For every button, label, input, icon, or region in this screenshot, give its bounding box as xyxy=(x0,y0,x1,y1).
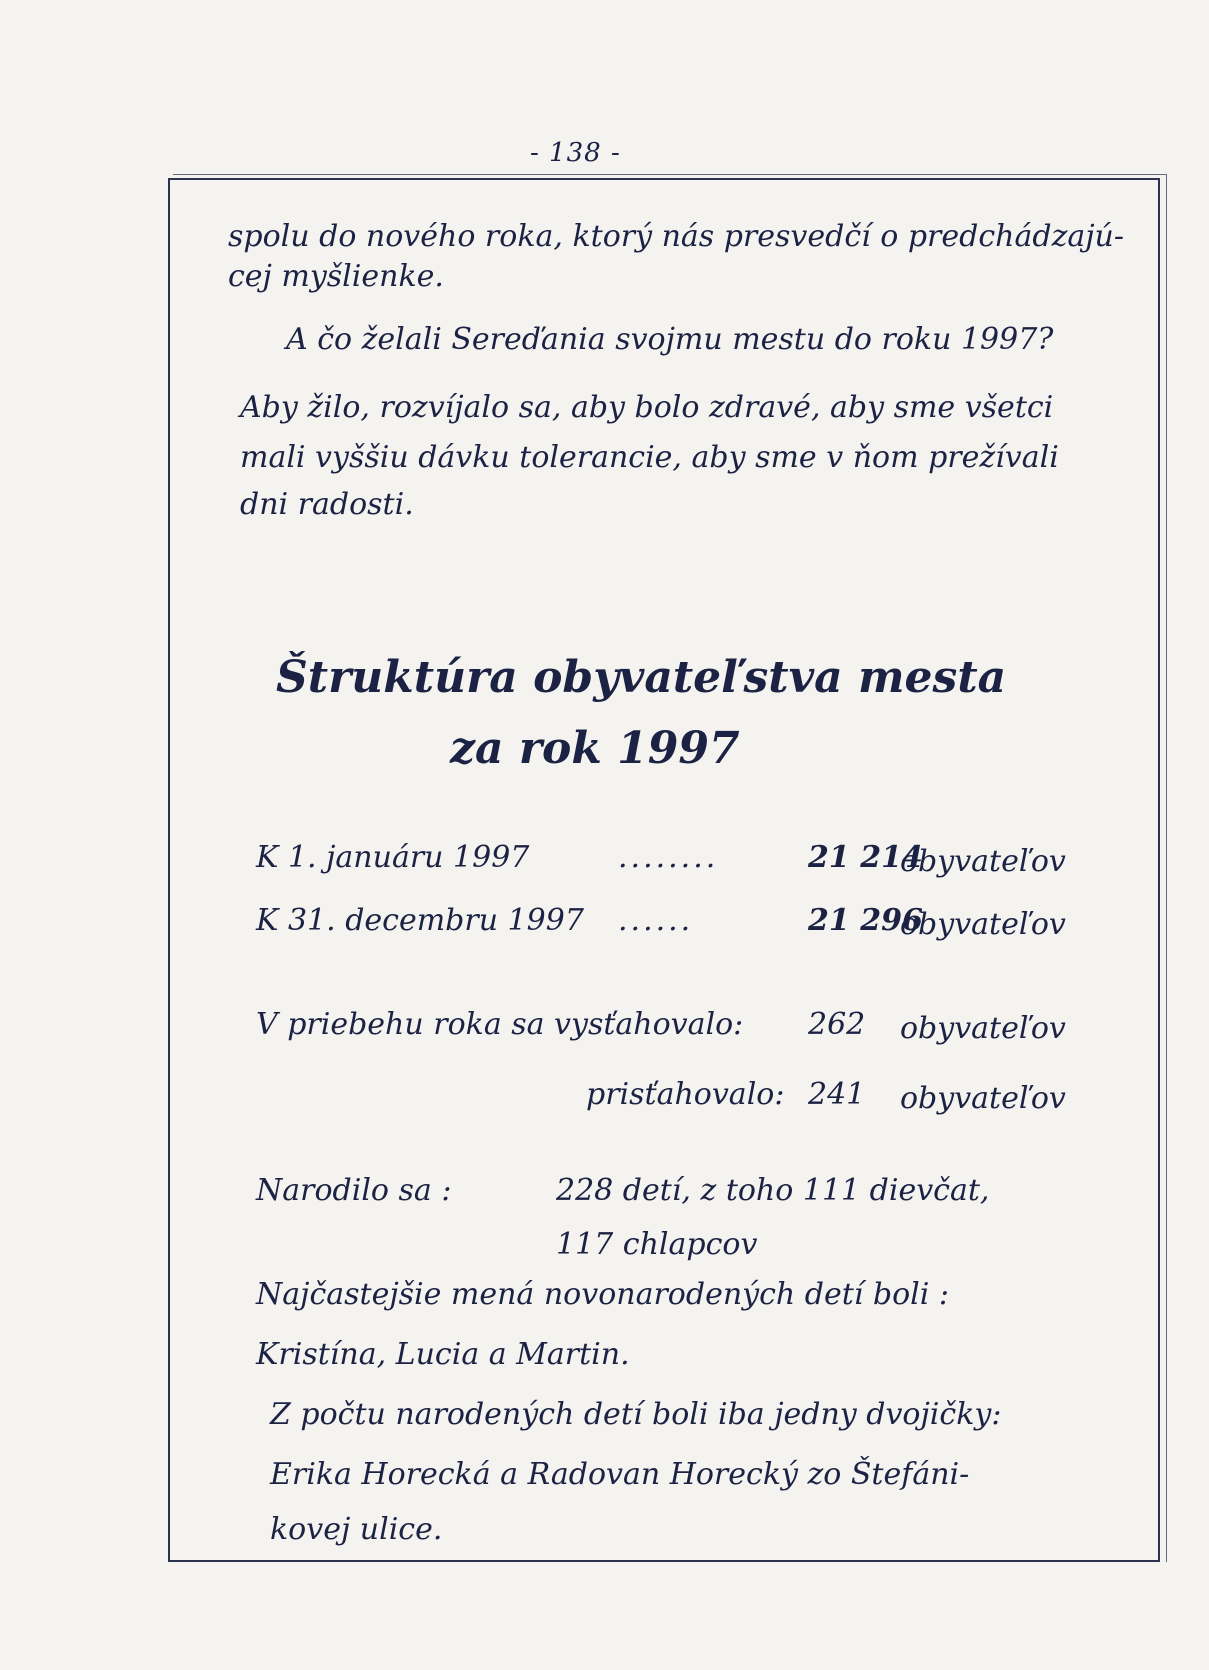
births-text-2: 117 chlapcov xyxy=(556,1227,758,1262)
page-number: - 138 - xyxy=(530,138,621,168)
stat-jan-label: K 1. januáru 1997 xyxy=(256,840,530,875)
intro-line-2: cej myšlienke. xyxy=(228,259,444,294)
births-text-1: 228 detí, z toho 111 dievčat, xyxy=(556,1173,990,1208)
intro-line-6: dni radosti. xyxy=(240,487,414,522)
stat-jan-value: 21 214 xyxy=(808,840,923,875)
births-twins-intro: Z počtu narodených detí boli iba jedny dvojičky: xyxy=(270,1397,1002,1432)
births-names-intro: Najčastejšie mená novonarodených detí boli : xyxy=(256,1277,949,1312)
stat-dec-value: 21 296 xyxy=(808,903,923,938)
intro-line-1: spolu do nového roka, ktorý nás presvedčí o predchádzajú- xyxy=(228,219,1125,254)
births-names: Kristína, Lucia a Martin. xyxy=(256,1337,630,1372)
migration-out-value: 262 xyxy=(808,1007,866,1042)
births-label: Narodilo sa : xyxy=(256,1173,452,1208)
migration-in-unit: obyvateľov xyxy=(900,1081,1066,1116)
migration-label: V priebehu roka sa vysťahovalo: xyxy=(256,1007,744,1042)
section-title-line-1: Štruktúra obyvateľstva mesta xyxy=(276,652,1007,703)
intro-line-3: A čo želali Sereďania svojmu mestu do roku 1997? xyxy=(286,322,1054,357)
intro-line-5: mali vyššiu dávku tolerancie, aby sme v ňom prežívali xyxy=(240,440,1059,475)
stat-dec-unit: obyvateľov xyxy=(900,907,1066,942)
births-twins-line-2: kovej ulice. xyxy=(270,1512,443,1547)
section-title-line-2: za rok 1997 xyxy=(450,723,740,774)
stat-dec-dots: ...... xyxy=(618,903,694,938)
stat-jan-dots: ........ xyxy=(618,840,719,875)
migration-out-unit: obyvateľov xyxy=(900,1011,1066,1046)
intro-line-4: Aby žilo, rozvíjalo sa, aby bolo zdravé, aby sme všetci xyxy=(240,390,1054,425)
births-twins-line-1: Erika Horecká a Radovan Horecký zo Štefáni- xyxy=(270,1457,970,1492)
stat-dec-label: K 31. decembru 1997 xyxy=(256,903,584,938)
stat-jan-unit: obyvateľov xyxy=(900,844,1066,879)
migration-in-label: prisťahovalo: xyxy=(586,1077,785,1112)
migration-in-value: 241 xyxy=(808,1077,866,1112)
